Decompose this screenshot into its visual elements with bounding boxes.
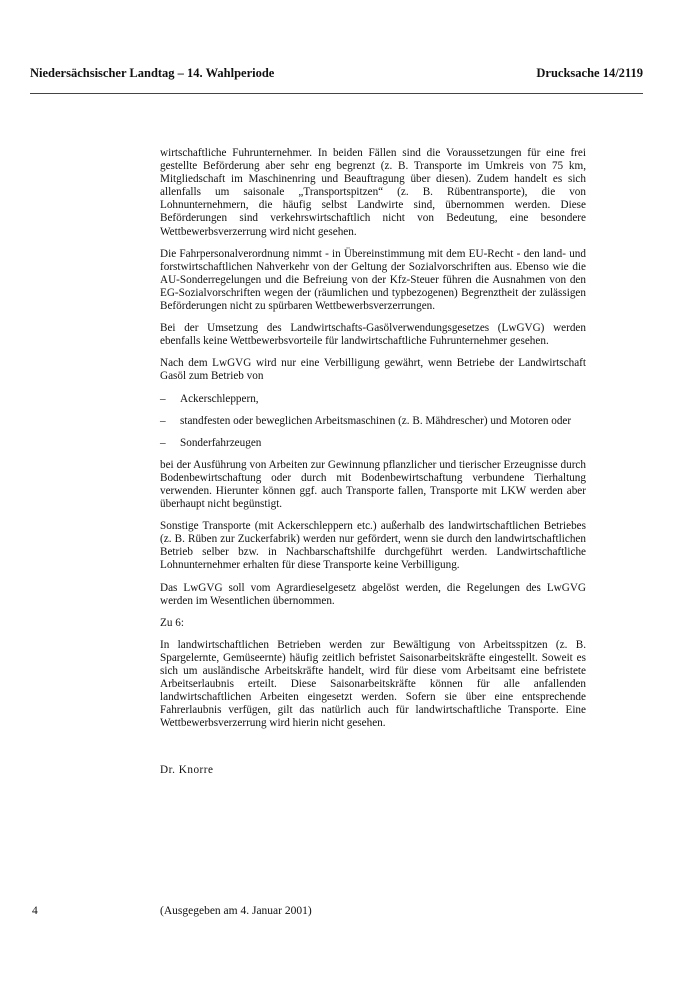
list-item: – Ackerschleppern, — [160, 393, 586, 406]
paragraph: In landwirtschaftlichen Betrieben werden zur Bewältigung von Arbeitsspitzen (z. B. Spargelernte, Gemüseernte) häufig zeitlich befristet Saisonarbeitskräfte eingestellt. Soweit es sich um ausländische Arbeitskräfte handelt, wird für diese vom Arbeitsamt eine befristete Arbeitserlaubnis erteilt. Diese Saisonarbeitskräfte können für alle anfallenden landwirtschaftlichen Arbeiten eingesetzt werden. Sofern sie über eine entsprechende Fahrerlaubnis verfügen, gilt das natürlich auch für landwirtschaftliche Transporte. Eine Wettbewerbsverzerrung wird hierin nicht gesehen. — [160, 638, 586, 730]
document-body — [160, 147, 586, 739]
page-number: 4 — [32, 905, 38, 917]
paragraph: wirtschaftliche Fuhrunternehmer. In beiden Fällen sind die Voraussetzungen für eine frei gestellte Beförderung aber sehr eng begrenzt (z. B. Transporte im Umkreis von 75 km, Mitgliedschaft im Maschinenring und Beauftragung über diesen). Zudem handelt es sich allenfalls um saisonale „Transportspitzen“ (z. B. Rübentransporte), die von Lohnunternehmern, die häufig selbst Landwirte sind, übernommen werden. Diese Beförderungen sind verkehrswirtschaftlich nicht von Bedeutung, eine besondere Wettbewerbsverzerrung wird nicht gesehen. — [160, 147, 586, 238]
list-item: – Sonderfahrzeugen — [160, 437, 586, 450]
dash-list — [160, 393, 586, 450]
header-divider — [30, 93, 643, 94]
header-title: Niedersächsischer Landtag – 14. Wahlperiode — [30, 66, 275, 80]
section-label: Zu 6: — [160, 616, 184, 629]
issue-date: (Ausgegeben am 4. Januar 2001) — [160, 905, 312, 917]
paragraph: Sonstige Transporte (mit Ackerschleppern etc.) außerhalb des landwirtschaftlichen Betriebes (z. B. Rüben zur Zuckerfabrik) werden nur gefördert, wenn sie durch den landwirtschaftlichen Betrieb selber bzw. in Nachbarschaftshilfe durchgeführt werden. Landwirtschaftliche Lohnunternehmer erhalten für diese Transporte keine Verbilligung. — [160, 520, 586, 572]
paragraph: Nach dem LwGVG wird nur eine Verbilligung gewährt, wenn Betriebe der Landwirtschaft Gasöl zum Betrieb von — [160, 357, 586, 383]
paragraph: Die Fahrpersonalverordnung nimmt - in Übereinstimmung mit dem EU-Recht - den land- und forstwirtschaftlichen Nahverkehr von der Geltung der Sozialvorschriften aus. Ebenso wie die AU-Sonderregelungen und die Befreiung von der Kfz-Steuer führen die Ausnahmen von den EG-Sozialvorschriften wegen der (räumlichen und typbezogenen) Begrenztheit der zulässigen Beförderungen nicht zu spürbaren Wettbewerbsverzerrungen. — [160, 247, 586, 313]
page-header — [30, 66, 643, 81]
paragraph: Das LwGVG soll vom Agrardieselgesetz abgelöst werden, die Regelungen des LwGVG werden im Wesentlichen übernommen. — [160, 581, 586, 607]
paragraph: bei der Ausführung von Arbeiten zur Gewinnung pflanzlicher und tierischer Erzeugnisse durch Bodenbewirtschaftung oder durch mit Bodenbewirtschaftung verbundene Tierhaltung verwenden. Hierunter können ggf. auch Transporte fallen, Transporte mit LKW werden aber überhaupt nicht begünstigt. — [160, 458, 586, 511]
paragraph: Bei der Umsetzung des Landwirtschafts-Gasölverwendungsgesetzes (LwGVG) werden ebenfalls keine Wettbewerbsvorteile für landwirtschaftliche Fuhrunternehmer gesehen. — [160, 322, 586, 348]
signature: Dr. Knorre — [160, 764, 214, 776]
document-number: Drucksache 14/2119 — [536, 66, 643, 80]
list-item: – standfesten oder beweglichen Arbeitsmaschinen (z. B. Mähdrescher) und Motoren oder — [160, 415, 586, 428]
